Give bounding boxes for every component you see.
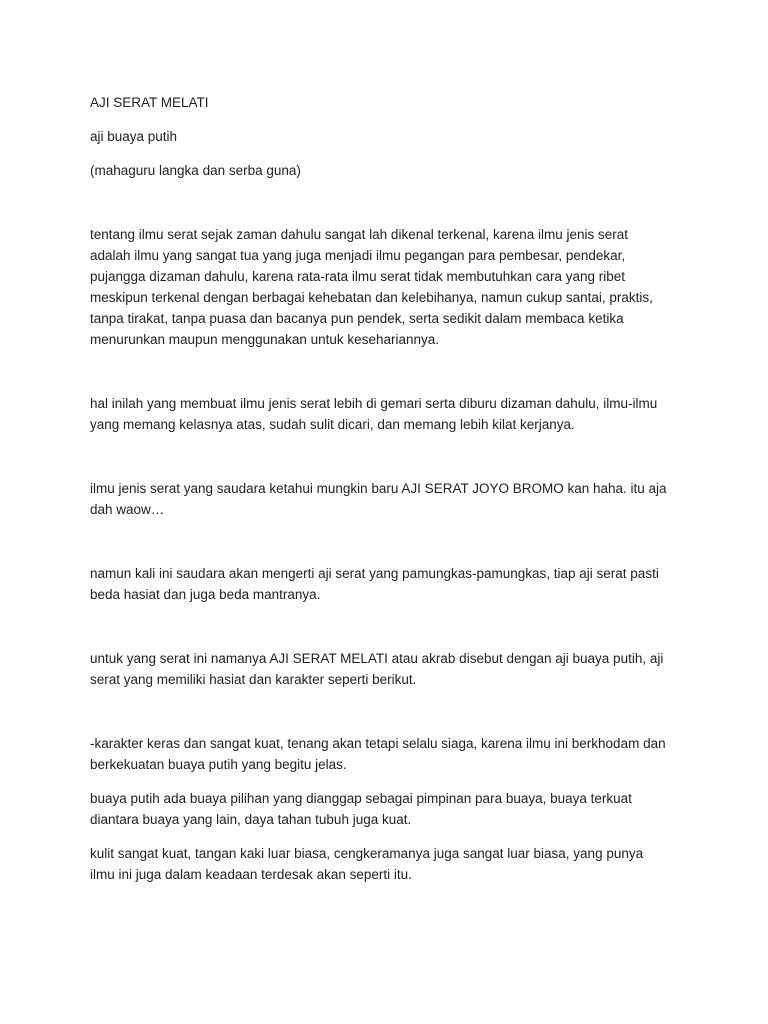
paragraph-buaya-putih (90, 788, 690, 830)
text-line: tanpa tirakat, tanpa puasa dan bacanya pun pendek, serta sedikit dalam membaca ketika (90, 311, 624, 326)
text-line: -karakter keras dan sangat kuat, tenang akan tetapi selalu siaga, karena ilmu ini berkhodam dan (90, 736, 666, 751)
document-subtitle: aji buaya putih (90, 129, 178, 144)
text-line: pujangga dizaman dahulu, karena rata-rata ilmu serat tidak membutuhkan cara yang ribet (90, 269, 626, 284)
text-line: namun kali ini saudara akan mengerti aji serat yang pamungkas-pamungkas, tiap aji serat pasti (90, 566, 659, 581)
text-line: tentang ilmu serat sejak zaman dahulu sangat lah dikenal terkenal, karena ilmu jenis serat (90, 227, 629, 242)
text-line: diantara buaya yang lain, daya tahan tubuh juga kuat. (90, 812, 412, 827)
paragraph-pamungkas (90, 563, 690, 605)
text-line: beda hasiat dan juga beda mantranya. (90, 587, 321, 602)
text-line: buaya putih ada buaya pilihan yang dianggap sebagai pimpinan para buaya, buaya terkuat (90, 791, 632, 806)
paragraph-intro (90, 224, 690, 350)
text-line: ilmu jenis serat yang saudara ketahui mungkin baru AJI SERAT JOYO BROMO kan haha. itu aja (90, 481, 667, 496)
text-line: adalah ilmu yang sangat tua yang juga menjadi ilmu pegangan para pembesar, pendekar, (90, 248, 626, 263)
text-line: untuk yang serat ini namanya AJI SERAT MELATI atau akrab disebut dengan aji buaya putih, aji (90, 651, 664, 666)
paragraph-popularity (90, 393, 690, 435)
text-line: hal inilah yang membuat ilmu jenis serat lebih di gemari serta diburu dizaman dahulu, ilmu-ilmu (90, 396, 658, 411)
text-line: dah waow… (90, 502, 165, 517)
paragraph-karakter (90, 733, 690, 775)
text-line: serat yang memiliki hasiat dan karakter seperti berikut. (90, 672, 417, 687)
paragraph-aji-serat-melati (90, 648, 690, 690)
text-line: ilmu ini juga dalam keadaan terdesak akan seperti itu. (90, 867, 412, 882)
paragraph-joyo-bromo (90, 478, 690, 520)
document-body (90, 92, 690, 885)
text-line: kulit sangat kuat, tangan kaki luar biasa, cengkeramanya juga sangat luar biasa, yang punya (90, 846, 644, 861)
paragraph-kulit (90, 843, 690, 885)
text-line: yang memang kelasnya atas, sudah sulit dicari, dan memang lebih kilat kerjanya. (90, 417, 575, 432)
text-line: meskipun terkenal dengan berbagai kehebatan dan kelebihanya, namun cukup santai, praktis, (90, 290, 653, 305)
text-line: berkekuatan buaya putih yang begitu jelas. (90, 757, 347, 772)
document-subtitle-note: (mahaguru langka dan serba guna) (90, 163, 301, 178)
document-title: AJI SERAT MELATI (90, 95, 209, 110)
text-line: menurunkan maupun menggunakan untuk kesehariannya. (90, 332, 439, 347)
